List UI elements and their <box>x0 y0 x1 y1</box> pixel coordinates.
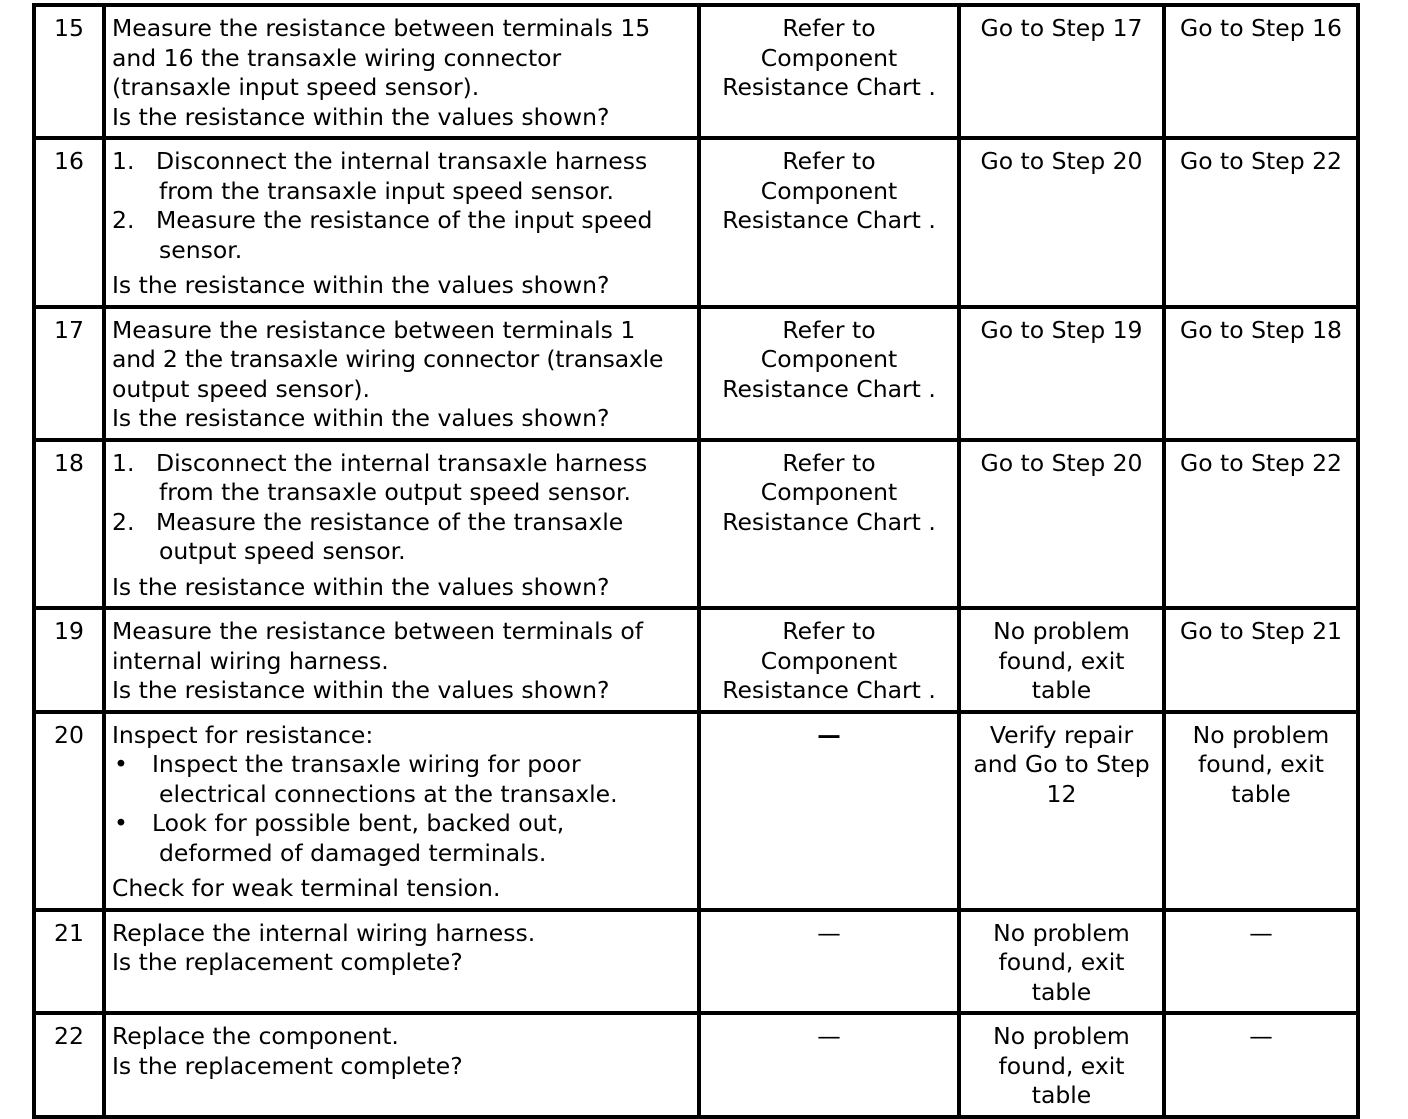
action-line: Disconnect the internal transaxle harness <box>156 448 648 477</box>
no-line: table <box>1231 779 1291 808</box>
action-line: Is the replacement complete? <box>112 1051 463 1080</box>
yes-line: found, exit <box>998 646 1125 675</box>
action-line: and 2 the transaxle wiring connector (transaxle <box>112 345 664 373</box>
yes-line: Go to Step 20 <box>980 147 1143 175</box>
value-dash: — <box>817 1022 841 1050</box>
yes-line: 12 <box>1046 779 1077 808</box>
yes-line: No problem <box>993 1022 1130 1050</box>
no-line: Go to Step 18 <box>1180 315 1342 344</box>
table-row-step-16 <box>34 138 1358 307</box>
yes-line: No problem <box>993 918 1130 947</box>
value-line: Refer to <box>782 617 876 645</box>
yes-line: No problem <box>993 617 1130 645</box>
list-item <box>112 147 691 206</box>
value-line: Component <box>760 478 898 506</box>
table-row-step-19 <box>34 608 1358 712</box>
yes-line: found, exit <box>998 948 1125 976</box>
action-line: electrical connections at the transaxle. <box>159 779 618 808</box>
action-line: Replace the component. <box>112 1022 399 1050</box>
yes-line: table <box>1031 1081 1092 1109</box>
action-line: Disconnect the internal transaxle harness <box>156 147 648 175</box>
action-cell <box>104 307 699 440</box>
yes-line: Go to Step 17 <box>980 14 1143 42</box>
action-line: Measure the resistance between terminals 15 <box>112 14 651 42</box>
no-cell <box>1164 5 1358 138</box>
action-line: Measure the resistance between terminals of <box>112 617 643 645</box>
yes-cell <box>959 910 1164 1014</box>
no-line: Go to Step 16 <box>1180 14 1342 42</box>
value-line: Component <box>760 176 898 205</box>
step-number: 17 <box>34 307 104 440</box>
step-number: 22 <box>34 1013 104 1117</box>
value-dash: — <box>817 720 841 749</box>
no-dash: — <box>1249 1022 1273 1050</box>
action-line: deformed of damaged terminals. <box>159 838 547 867</box>
value-line: Refer to <box>782 147 876 175</box>
yes-cell <box>959 1013 1164 1117</box>
action-line: Measure the resistance between terminals 1 <box>112 315 636 344</box>
no-cell <box>1164 138 1358 307</box>
yes-line: Verify repair <box>989 720 1134 749</box>
action-line: Inspect the transaxle wiring for poor <box>152 750 581 778</box>
step-number: 21 <box>34 910 104 1014</box>
numbered-list <box>112 147 691 265</box>
action-cell <box>104 608 699 712</box>
yes-line: found, exit <box>998 1051 1125 1080</box>
value-line: Refer to <box>782 315 876 344</box>
action-line: Is the replacement complete? <box>112 948 463 976</box>
value-cell <box>699 712 959 910</box>
no-cell <box>1164 608 1358 712</box>
yes-cell <box>959 608 1164 712</box>
list-item <box>112 449 691 508</box>
yes-line: and Go to Step <box>973 750 1150 778</box>
table-row-step-17 <box>34 307 1358 440</box>
list-item <box>112 508 691 567</box>
action-line: Look for possible bent, backed out, <box>152 809 565 837</box>
action-line: Replace the internal wiring harness. <box>112 918 536 947</box>
table-row-step-22 <box>34 1013 1358 1117</box>
table-row-step-20 <box>34 712 1358 910</box>
list-item <box>112 750 691 809</box>
no-cell <box>1164 910 1358 1014</box>
action-line: from the transaxle input speed sensor. <box>159 176 614 205</box>
yes-line: Go to Step 20 <box>980 448 1143 477</box>
value-line: Resistance Chart . <box>722 206 936 234</box>
bullet-marker: • <box>114 809 128 837</box>
value-line: Resistance Chart . <box>722 507 936 536</box>
action-line: from the transaxle output speed sensor. <box>159 478 632 506</box>
value-line: Resistance Chart . <box>722 374 936 403</box>
action-line: output speed sensor). <box>112 374 370 403</box>
action-line: Is the resistance within the values shown? <box>112 676 610 704</box>
value-line: Component <box>760 646 898 675</box>
bullet-marker: • <box>114 750 128 778</box>
action-cell <box>104 910 699 1014</box>
action-cell <box>104 138 699 307</box>
no-line: found, exit <box>1198 750 1324 778</box>
bullet-list <box>112 750 691 868</box>
value-line: Component <box>760 43 898 72</box>
table-row-step-18 <box>34 440 1358 609</box>
question-text: Is the resistance within the values shown? <box>112 572 610 601</box>
list-marker: 2. <box>112 206 135 234</box>
list-marker: 2. <box>112 507 135 536</box>
step-number: 15 <box>34 5 104 138</box>
no-cell <box>1164 712 1358 910</box>
yes-line: Go to Step 19 <box>980 315 1143 344</box>
yes-cell <box>959 307 1164 440</box>
list-marker: 1. <box>112 448 135 477</box>
no-cell <box>1164 440 1358 609</box>
no-line: Go to Step 22 <box>1180 147 1342 175</box>
no-cell <box>1164 1013 1358 1117</box>
action-line: internal wiring harness. <box>112 646 389 675</box>
step-number: 18 <box>34 440 104 609</box>
step-number: 16 <box>34 138 104 307</box>
yes-line: table <box>1031 977 1092 1006</box>
action-cell <box>104 440 699 609</box>
value-line: Component <box>760 345 898 373</box>
value-dash: — <box>817 918 841 947</box>
value-cell <box>699 608 959 712</box>
value-cell <box>699 5 959 138</box>
no-line: Go to Step 21 <box>1180 617 1342 645</box>
action-line: (transaxle input speed sensor). <box>112 73 480 101</box>
action-cell <box>104 5 699 138</box>
value-cell <box>699 1013 959 1117</box>
action-line: Measure the resistance of the input speed <box>156 206 653 234</box>
yes-cell <box>959 138 1164 307</box>
action-intro: Inspect for resistance: <box>112 720 374 749</box>
value-cell <box>699 138 959 307</box>
value-line: Refer to <box>782 14 876 42</box>
action-line: Measure the resistance of the transaxle <box>156 507 624 536</box>
question-text: Check for weak terminal tension. <box>112 874 501 902</box>
list-marker: 1. <box>112 147 135 175</box>
action-line: sensor. <box>159 235 243 264</box>
yes-cell <box>959 440 1164 609</box>
yes-line: table <box>1031 676 1092 704</box>
table-row-step-15 <box>34 5 1358 138</box>
action-cell <box>104 1013 699 1117</box>
value-line: Resistance Chart . <box>722 73 936 101</box>
action-line: Is the resistance within the values shown? <box>112 102 610 131</box>
list-item <box>112 809 691 868</box>
value-line: Resistance Chart . <box>722 676 936 704</box>
diagnostic-table <box>32 3 1360 1119</box>
step-number: 19 <box>34 608 104 712</box>
question-text: Is the resistance within the values shown? <box>112 271 610 299</box>
value-cell <box>699 440 959 609</box>
action-line: output speed sensor. <box>159 537 406 565</box>
no-line: No problem <box>1192 720 1330 749</box>
action-cell <box>104 712 699 910</box>
no-dash: — <box>1249 918 1273 947</box>
no-cell <box>1164 307 1358 440</box>
value-cell <box>699 910 959 1014</box>
value-line: Refer to <box>782 448 876 477</box>
list-item <box>112 206 691 265</box>
yes-cell <box>959 5 1164 138</box>
table-row-step-21 <box>34 910 1358 1014</box>
no-line: Go to Step 22 <box>1180 448 1342 477</box>
numbered-list <box>112 449 691 567</box>
value-cell <box>699 307 959 440</box>
action-line: and 16 the transaxle wiring connector <box>112 43 562 72</box>
action-line: Is the resistance within the values shown? <box>112 404 610 432</box>
yes-cell <box>959 712 1164 910</box>
step-number: 20 <box>34 712 104 910</box>
